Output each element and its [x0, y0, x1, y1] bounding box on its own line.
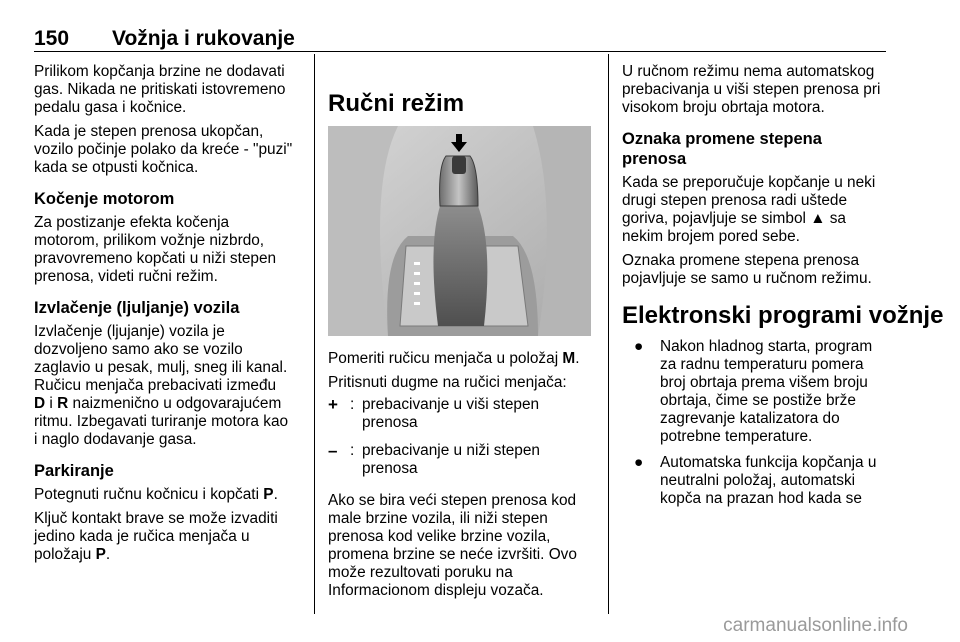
section-title-manual-mode: Ručni režim: [328, 90, 465, 117]
text-line: neutralni položaj, automatski: [660, 472, 856, 489]
section-heading-parking: Parkiranje: [34, 462, 114, 480]
text-line: prenosa, videti ručni režim.: [34, 268, 218, 285]
text-line: U ručnom režimu nema automatskog: [622, 63, 875, 80]
paragraph: [34, 486, 302, 504]
text-line: jedino kada je ručica menjača u: [34, 528, 250, 545]
text-line: ritmu. Izbegavati turiranje motora kao: [34, 413, 289, 430]
gate-mark: [414, 302, 420, 305]
section-heading-engine-braking: Kočenje motorom: [34, 190, 175, 208]
text-line: Izvlačenje (ljujanje) vozila je: [34, 323, 225, 340]
text-line: obrtaja, čime se postiže brže: [660, 392, 856, 409]
column-2: [328, 90, 598, 606]
gear-p-label: P: [95, 546, 106, 563]
shift-button: [452, 156, 466, 174]
text-line: prebacivanje u viši stepen: [362, 396, 540, 413]
gear-m-label: M: [562, 350, 576, 367]
list-item-text: [660, 454, 876, 508]
paragraph: [34, 510, 302, 564]
gear-boot: [433, 206, 487, 326]
text-fragment: Pomeriti ručicu menjača u položaj: [328, 350, 563, 367]
plus-symbol-icon: +: [328, 395, 338, 414]
text-line: Oznaka promene stepena prenosa: [622, 252, 859, 269]
text-line: pojavljuje se samo u ručnom režimu.: [622, 270, 872, 287]
section-heading-shift-indicator: [622, 129, 892, 169]
text-line: pravovremeno kopčati u niži stepen: [34, 250, 277, 267]
text-line: Prilikom kopčanja brzine ne dodavati: [34, 63, 285, 80]
section-title-electronic-programs: Elektronski programi vožnje: [622, 302, 944, 329]
text-line: prenosa: [622, 150, 687, 168]
text-line: Ručicu menjača prebacivati između: [34, 377, 277, 394]
text-fragment: i: [45, 395, 58, 412]
list-item: [622, 454, 892, 508]
plus-definition: [328, 396, 598, 432]
text-line: broj obrtaja prema višem broju: [660, 374, 868, 391]
text-fragment: .: [575, 350, 580, 367]
text-fragment: naizmenično u odgovarajućem: [68, 395, 282, 412]
paragraph: [328, 374, 598, 392]
page-title: Vožnja i rukovanje: [112, 27, 295, 50]
text-line: Ako se bira veći stepen prenosa kod: [328, 492, 577, 509]
column-1: [34, 63, 302, 570]
text-line: [328, 350, 598, 368]
text-line: promena brzine se neće izvršiti. Ovo: [328, 546, 577, 563]
text-fragment: položaju: [34, 546, 96, 563]
definition-text: [362, 442, 540, 478]
text-line: Oznaka promene stepena: [622, 130, 822, 148]
paragraph: [34, 63, 302, 117]
text-line: gas. Nikada ne pritiskati istovremeno: [34, 81, 286, 98]
text-line: Pritisnuti dugme na ručici menjača:: [328, 374, 567, 391]
text-line: zagrevanje katalizatora do: [660, 410, 840, 427]
text-line: za radnu temperaturu pomera: [660, 356, 864, 373]
bullet-icon: ●: [634, 338, 644, 355]
text-line: prenosa: [362, 460, 418, 477]
gate-mark: [414, 272, 420, 275]
text-line: [34, 395, 302, 413]
paragraph: [328, 350, 598, 368]
definition-text: [362, 396, 539, 432]
text-line: prenosa kod velike brzine vozila,: [328, 528, 551, 545]
text-line: kada se otpusti kočnica.: [34, 159, 199, 176]
text-line: dozvoljeno samo ako se vozilo: [34, 341, 243, 358]
text-line: kopča na prazan hod kada se: [660, 490, 862, 507]
colon: :: [350, 442, 355, 459]
minus-symbol-icon: –: [328, 441, 338, 460]
text-line: pedalu gasa i kočnice.: [34, 99, 187, 116]
text-line: Nakon hladnog starta, program: [660, 338, 873, 355]
gate-mark: [414, 262, 420, 265]
paragraph: [34, 123, 302, 177]
text-fragment: .: [273, 486, 278, 503]
colon: :: [350, 396, 355, 413]
text-line: [34, 486, 302, 504]
text-line: potrebne temperature.: [660, 428, 813, 445]
text-line: Za postizanje efekta kočenja: [34, 214, 230, 231]
watermark: carmanualsonline.info: [723, 615, 908, 636]
text-line: goriva, pojavljuje se simbol ▲ sa: [622, 210, 846, 227]
text-line: zaglavio u pesak, mulj, sneg ili kanal.: [34, 359, 288, 376]
paragraph: [34, 214, 302, 286]
text-line: i naglo dodavanje gasa.: [34, 431, 197, 448]
minus-definition: [328, 442, 598, 478]
text-line: drugi stepen prenosa radi uštede: [622, 192, 848, 209]
gate-mark: [414, 282, 420, 285]
paragraph: [328, 492, 598, 600]
column-divider-2: [608, 54, 609, 614]
column-divider-1: [314, 54, 315, 614]
text-fragment: Potegnuti ručnu kočnicu i kopčati: [34, 486, 264, 503]
paragraph: [622, 252, 892, 288]
text-line: prenosa: [362, 414, 418, 431]
text-line: motorom, prilikom vožnje nizbrdo,: [34, 232, 265, 249]
section-heading-rocking: Izvlačenje (ljuljanje) vozila: [34, 299, 240, 317]
list-item: [622, 338, 892, 446]
text-line: Kada se preporučuje kopčanje u neki: [622, 174, 876, 191]
text-line: može rezultovati poruku na: [328, 564, 513, 581]
header-rule: [34, 51, 886, 52]
paragraph: [34, 323, 302, 449]
text-line: Automatska funkcija kopčanja u: [660, 454, 877, 471]
text-line: Ključ kontakt brave se može izvaditi: [34, 510, 278, 527]
gear-p-label: P: [263, 486, 274, 503]
bullet-icon: ●: [634, 454, 644, 471]
text-line: Informacionom displeju vozača.: [328, 582, 544, 599]
text-line: nekim brojem pored sebe.: [622, 228, 800, 245]
list-item-text: [660, 338, 872, 446]
gear-d-label: D: [34, 395, 46, 412]
text-line: [34, 546, 302, 564]
gate-mark: [414, 292, 420, 295]
text-line: male brzine vozila, ili niži stepen: [328, 510, 548, 527]
text-line: prebacivanje u niži stepen: [362, 442, 540, 459]
column-3: [622, 63, 944, 516]
gear-r-label: R: [57, 395, 69, 412]
text-line: visokom broju obrtaja motora.: [622, 99, 825, 116]
text-line: Kada je stepen prenosa ukopčan,: [34, 123, 264, 140]
paragraph: [622, 174, 892, 246]
paragraph: [622, 63, 892, 117]
text-line: vozilo počinje polako da kreće - "puzi": [34, 141, 293, 158]
text-fragment: .: [105, 546, 111, 563]
page-header: [34, 27, 295, 51]
text-line: prebacivanja u viši stepen prenosa pri: [622, 81, 881, 98]
page-number: 150: [34, 27, 70, 50]
gear-lever-illustration: [328, 126, 591, 336]
